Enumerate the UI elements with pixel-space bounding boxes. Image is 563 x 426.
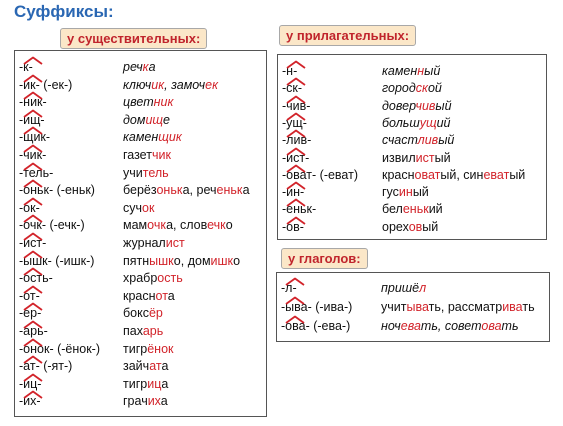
table-row (15, 235, 266, 252)
example-word (381, 318, 519, 335)
example-part: ый, син (440, 167, 484, 182)
suffix: -ок- (19, 200, 40, 215)
example-part: о (225, 218, 233, 233)
example-suffix: ист (415, 150, 435, 165)
table-row (277, 299, 549, 316)
example-part: а (167, 288, 175, 303)
example-suffix: ива (502, 300, 523, 314)
table-row (278, 150, 546, 167)
table-row (15, 323, 266, 340)
example-suffix: ик (151, 77, 165, 92)
example-part: гус (382, 185, 399, 200)
example-suffix: чик (151, 148, 171, 162)
suffix: -ист- (282, 150, 310, 165)
table-row (15, 77, 266, 94)
example-part: ой (427, 81, 442, 96)
example-suffix: н (417, 64, 425, 78)
example-part: о (233, 253, 241, 268)
example-part: камен (382, 64, 418, 78)
example-part: пятн (123, 253, 150, 268)
example-suffix: их (147, 394, 161, 409)
suffix: -ость- (19, 271, 53, 286)
example-word (123, 288, 175, 305)
suffix: -очк- (-ечк-) (19, 218, 85, 233)
example-suffix: ова (481, 319, 502, 333)
table-row (278, 132, 546, 149)
example-part: пах (123, 324, 143, 338)
example-part: довер (382, 98, 416, 113)
example-part: учи (123, 165, 143, 180)
example-part: а (160, 394, 168, 409)
example-word (382, 63, 440, 80)
table-row (277, 280, 549, 297)
example-part: ый (438, 133, 455, 148)
example-word (382, 201, 443, 218)
example-part: бокс (123, 306, 149, 321)
example-suffix: очк (147, 218, 167, 233)
example-suffix: оват (414, 167, 441, 182)
table-row (15, 147, 266, 164)
example-word (123, 94, 173, 111)
example-part: тигр (123, 341, 148, 356)
example-suffix: от (155, 288, 168, 303)
example-word (382, 98, 452, 115)
suffix: -ова- (-ева-) (281, 319, 351, 333)
example-suffix: ость (157, 271, 183, 286)
suffix: -ов- (282, 219, 304, 234)
example-part: счаст (382, 133, 418, 148)
suffix: -их- (19, 394, 41, 409)
example-part: ий (428, 202, 443, 217)
example-part: камен (123, 130, 159, 145)
table-row (278, 98, 546, 115)
example-part: красн (123, 288, 156, 303)
example-part: а, слов (166, 218, 208, 233)
suffix: -арь- (19, 324, 48, 338)
example-word (123, 217, 233, 234)
suffix: -ин- (282, 185, 305, 200)
example-suffix: ск (415, 81, 428, 96)
suffix: -ск- (282, 81, 303, 96)
suffix: -оват- (-еват) (282, 167, 358, 182)
table-row (15, 341, 266, 358)
example-part: красн (382, 167, 415, 182)
verbs-table (276, 272, 550, 342)
example-part: берёз (123, 183, 157, 198)
table-row (277, 318, 549, 335)
example-part: ый (509, 167, 526, 182)
nouns-table (14, 50, 267, 417)
suffix: -ик- (-ек-) (19, 77, 73, 92)
suffix: -ист- (19, 236, 47, 250)
example-part: дом (123, 112, 146, 127)
example-part: орех (382, 219, 409, 234)
example-suffix: ечк (207, 218, 226, 233)
example-part: грач (123, 394, 148, 409)
example-word (382, 184, 429, 201)
example-suffix: лив (417, 133, 439, 148)
suffix: -н- (282, 64, 298, 78)
table-row (15, 376, 266, 393)
table-row (15, 182, 266, 199)
suffix: -ат- (-ят-) (19, 359, 73, 374)
example-word (123, 358, 168, 375)
example-word (123, 323, 163, 340)
table-row (278, 219, 546, 236)
example-part: ый (424, 64, 441, 78)
example-suffix: еват (483, 167, 510, 182)
example-part: ть, рассматр (428, 300, 503, 314)
example-word (382, 80, 442, 97)
table-row (278, 201, 546, 218)
example-suffix: ек (205, 77, 218, 92)
table-row (15, 358, 266, 375)
example-part: ый (422, 219, 439, 234)
example-part: а (242, 183, 250, 198)
example-word (123, 165, 169, 182)
table-row (278, 80, 546, 97)
example-suffix: ыва (406, 300, 429, 314)
example-suffix: ева (400, 319, 421, 333)
suffix: -чик- (19, 148, 47, 162)
example-part: ый (435, 98, 452, 113)
table-row (15, 112, 266, 129)
example-word (123, 59, 156, 76)
suffix: -к- (19, 60, 33, 74)
table-row (15, 165, 266, 182)
adjectives-header: у прилагательных: (279, 25, 416, 46)
suffix: -иц- (19, 376, 42, 391)
suffix: -еньк- (282, 202, 317, 217)
example-part: , замоч (164, 77, 206, 92)
example-word (382, 150, 451, 167)
suffix: -от- (19, 288, 40, 303)
suffix: -ник- (19, 95, 47, 110)
suffix: -ущ- (282, 115, 307, 130)
example-word (123, 147, 171, 164)
example-suffix: ист (165, 236, 185, 250)
example-word (123, 200, 154, 217)
table-row (15, 393, 266, 410)
example-suffix: тель (142, 165, 169, 180)
example-part: а (161, 376, 169, 391)
example-suffix: к (142, 60, 149, 74)
example-word (123, 235, 185, 252)
suffix: -ер- (19, 306, 42, 321)
suffix: -онок- (-ёнок-) (19, 341, 100, 356)
table-row (15, 129, 266, 146)
table-row (278, 167, 546, 184)
table-row (15, 59, 266, 76)
table-row (15, 200, 266, 217)
example-suffix: ов (408, 219, 423, 234)
example-part: учит (381, 300, 407, 314)
example-word (381, 299, 535, 316)
example-word (382, 132, 454, 149)
example-word (382, 167, 525, 184)
example-suffix: еньк (402, 202, 429, 217)
example-part: город (382, 81, 416, 96)
example-word (123, 77, 218, 94)
example-part: реч (123, 60, 143, 74)
example-word (123, 112, 170, 129)
example-suffix: оньк (156, 183, 183, 198)
suffix: -тель- (19, 165, 54, 180)
example-part: ть (501, 319, 519, 333)
example-part: а (161, 359, 169, 374)
example-word (123, 393, 168, 410)
example-word (123, 253, 240, 270)
example-suffix: ущ (419, 115, 437, 130)
example-word (123, 129, 182, 146)
example-part: тигр (123, 376, 148, 391)
example-part: зайч (123, 359, 150, 374)
example-part: цвет (123, 95, 154, 110)
example-suffix: ишк (210, 253, 234, 268)
table-row (278, 115, 546, 132)
example-part: а (148, 60, 156, 74)
example-suffix: ышк (149, 253, 174, 268)
example-part: ть, совет (420, 319, 482, 333)
example-suffix: иц (147, 376, 162, 391)
example-part: е (163, 112, 170, 127)
example-part: ключ (123, 77, 152, 92)
table-row (15, 305, 266, 322)
example-suffix: арь (142, 324, 164, 338)
example-suffix: ин (398, 185, 413, 200)
example-word (382, 219, 438, 236)
example-part: ноч (381, 319, 401, 333)
example-suffix: еньк (216, 183, 243, 198)
example-part: суч (123, 200, 143, 215)
suffix: -ыва- (-ива-) (281, 300, 353, 314)
example-part: извил (382, 150, 416, 165)
table-row (15, 217, 266, 234)
example-part: ый (412, 185, 429, 200)
suffix: -ищ- (19, 112, 45, 127)
example-word (123, 341, 174, 358)
example-suffix: ёр (148, 306, 163, 321)
example-word (382, 115, 451, 132)
table-row (15, 288, 266, 305)
suffix: -л- (281, 281, 297, 295)
table-row (15, 253, 266, 270)
suffix: -чив- (282, 98, 311, 113)
suffix: -оньк- (-еньк) (19, 183, 95, 198)
example-suffix: ок (142, 200, 155, 215)
example-part: журнал (123, 236, 166, 250)
example-word (381, 280, 426, 297)
adjectives-table (277, 54, 547, 240)
example-part: бел (382, 202, 403, 217)
example-word (123, 376, 168, 393)
example-part: больш (382, 115, 420, 130)
example-suffix: щик (158, 130, 182, 145)
example-part: о, дом (173, 253, 211, 268)
suffix: -ышк- (-ишк-) (19, 253, 95, 268)
example-part: ый (434, 150, 451, 165)
verbs-header: у глаголов: (281, 248, 368, 269)
example-part: а, реч (182, 183, 217, 198)
table-row (15, 270, 266, 287)
page-title: Суффиксы: (14, 2, 114, 21)
table-row (278, 184, 546, 201)
example-part: пришё (381, 281, 420, 295)
example-suffix: л (419, 281, 427, 295)
table-row (15, 94, 266, 111)
example-part: ий (436, 115, 451, 130)
example-suffix: чив (415, 98, 436, 113)
example-part: газет (123, 148, 152, 162)
example-part: храбр (123, 271, 158, 286)
example-suffix: ник (153, 95, 174, 110)
example-suffix: ат (149, 359, 162, 374)
example-word (123, 270, 183, 287)
example-word (123, 305, 163, 322)
example-part: мам (123, 218, 148, 233)
table-row (278, 63, 546, 80)
example-part: ть (522, 300, 535, 314)
suffix: -щик- (19, 130, 51, 145)
example-word (123, 182, 250, 199)
suffix: -лив- (282, 133, 312, 148)
nouns-header: у существительных: (60, 28, 207, 49)
example-suffix: ёнок (147, 341, 174, 356)
example-suffix: ищ (145, 112, 164, 127)
